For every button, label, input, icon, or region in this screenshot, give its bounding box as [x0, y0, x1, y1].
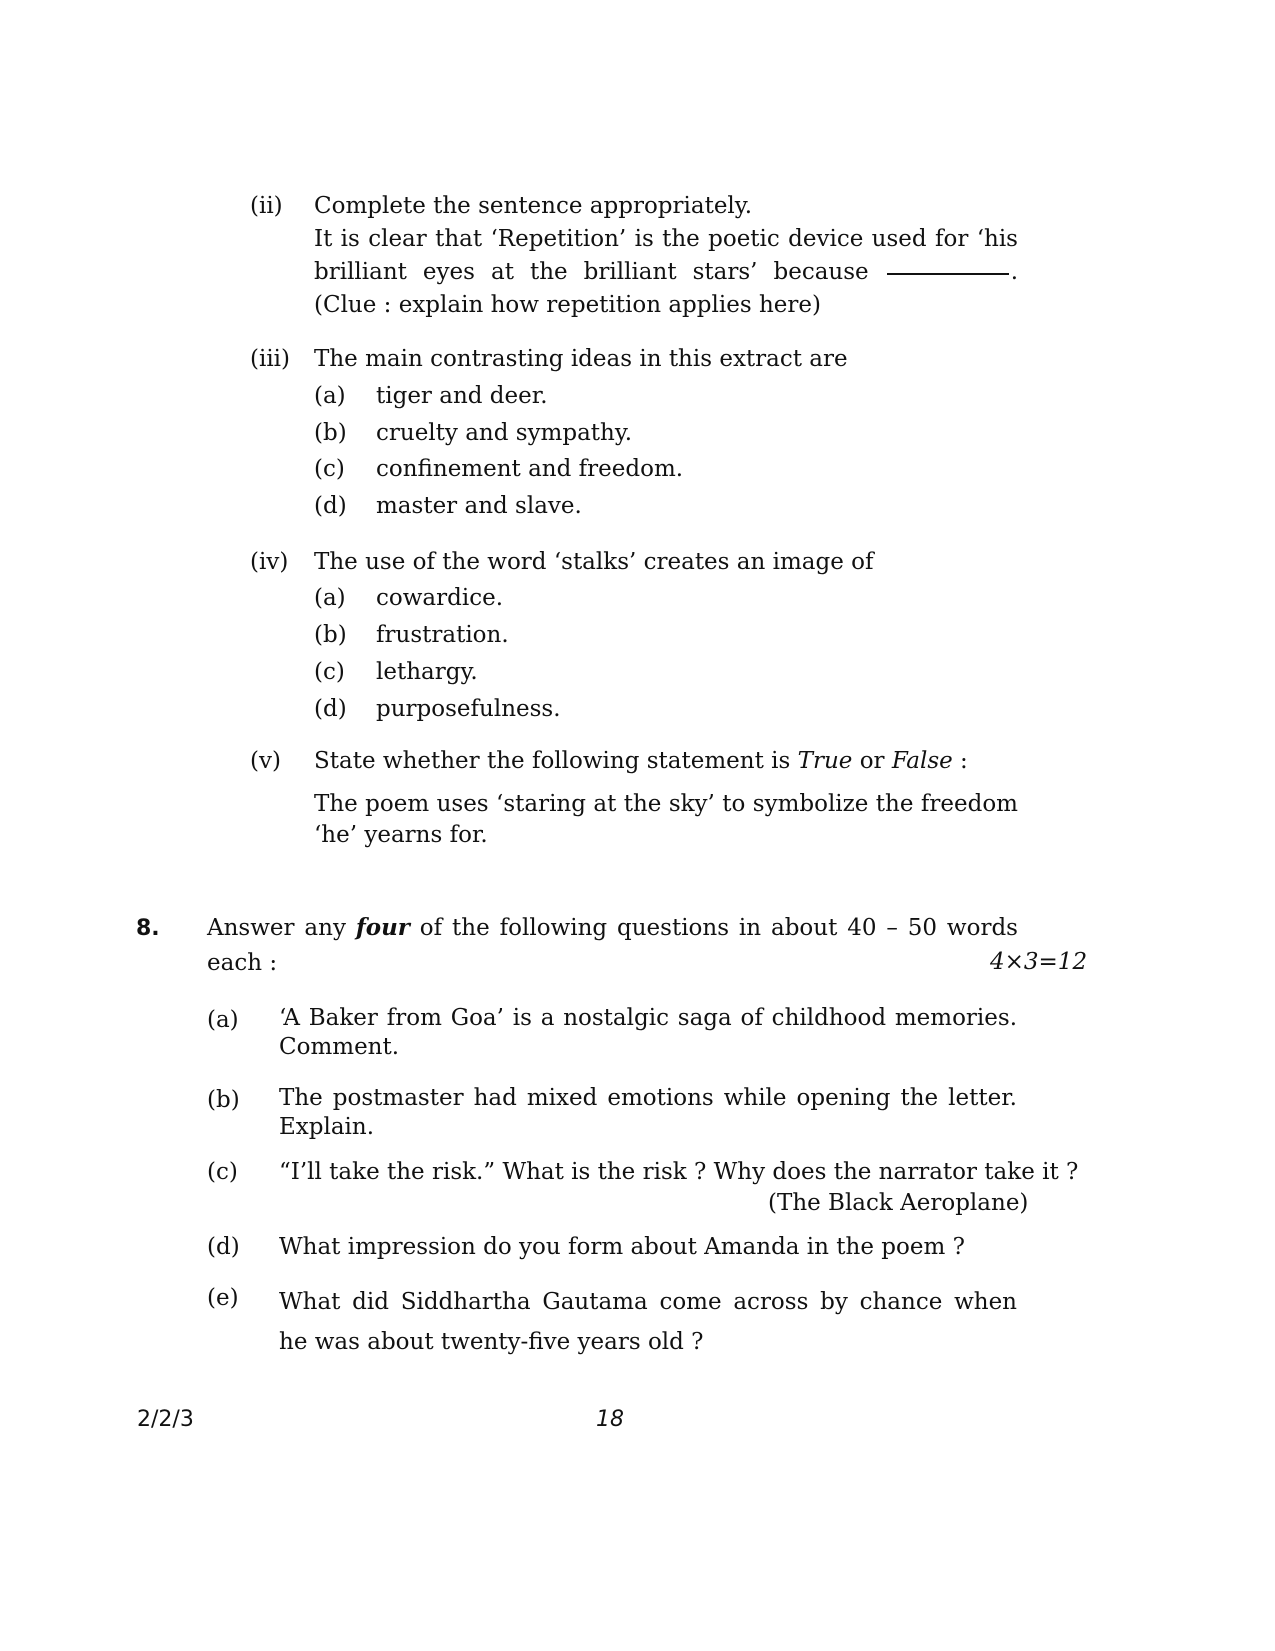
option-label: (d): [314, 696, 347, 722]
question-8-intro-start: Answer any: [207, 915, 356, 941]
question-8-intro-emphasis: four: [355, 914, 410, 941]
option-row: [314, 619, 347, 652]
item-label: (d): [207, 1234, 240, 1260]
option-row: [314, 693, 347, 726]
subq-v-statement: The poem uses ‘staring at the sky’ to symbolize the freedom ‘he’ yearns for.: [314, 791, 1018, 848]
option-text: master and slave.: [376, 493, 582, 519]
item-text: What impression do you form about Amanda in the poem ?: [279, 1234, 965, 1260]
subq-ii-label: (ii): [250, 193, 283, 219]
subq-v-label: (v): [250, 748, 281, 774]
question-8-intro-end: of the following questions in about 40 – 50 words each :: [207, 915, 1018, 976]
or-word: or: [852, 748, 892, 774]
subq-ii-text: [314, 190, 1018, 322]
item-label: (b): [207, 1087, 240, 1113]
option-row: [314, 656, 345, 689]
subq-ii-sentence: [314, 223, 1018, 322]
option-text: lethargy.: [376, 659, 478, 685]
option-text: cruelty and sympathy.: [376, 420, 633, 446]
item-text: ‘A Baker from Goa’ is a nostalgic saga of childhood memories. Comment.: [279, 1005, 1017, 1060]
question-8-number: 8.: [136, 916, 160, 941]
option-row: [314, 490, 347, 523]
subq-v-question: [314, 745, 1018, 778]
subq-v-question-start: State whether the following statement is: [314, 748, 798, 774]
question-8-marks: 4×3=12: [990, 949, 1088, 975]
item-text: The postmaster had mixed emotions while opening the letter. Explain.: [279, 1085, 1017, 1140]
option-label: (b): [314, 420, 347, 446]
false-word: False: [891, 748, 953, 774]
option-label: (a): [314, 585, 346, 611]
subq-iv-question: The use of the word ‘stalks’ creates an image of: [314, 549, 874, 575]
subq-iii-label: (iii): [250, 346, 291, 372]
option-text: frustration.: [376, 622, 509, 648]
item-label: (a): [207, 1007, 239, 1033]
item-label: (e): [207, 1285, 239, 1311]
option-label: (c): [314, 456, 345, 482]
subq-v-question-end: :: [952, 748, 968, 774]
option-text: confinement and freedom.: [376, 456, 684, 482]
option-label: (c): [314, 659, 345, 685]
item-text: What did Siddhartha Gautama come across by chance when he was about twenty-five years old ?: [279, 1289, 1017, 1355]
paper-code: 2/2/3: [137, 1407, 194, 1432]
option-row: [314, 380, 346, 413]
true-word: True: [797, 748, 853, 774]
subq-iii-question: The main contrasting ideas in this extract are: [314, 346, 848, 372]
option-label: (d): [314, 493, 347, 519]
option-label: (a): [314, 383, 346, 409]
option-text: tiger and deer.: [376, 383, 548, 409]
option-label: (b): [314, 622, 347, 648]
option-row: [314, 582, 346, 615]
item-label: (c): [207, 1159, 238, 1185]
option-text: cowardice.: [376, 585, 504, 611]
answer-blank: [887, 273, 1009, 275]
subq-ii-sentence-start: It is clear that ‘Repetition’ is the poetic device used for ‘his brilliant eyes at the brilliant stars’ because: [314, 226, 1018, 285]
question-8-intro: [207, 910, 1018, 981]
item-source: (The Black Aeroplane): [768, 1190, 1029, 1216]
item-text: “I’ll take the risk.” What is the risk ? Why does the narrator take it ?: [279, 1159, 1079, 1185]
option-row: [314, 453, 345, 486]
subq-iv-label: (iv): [250, 549, 289, 575]
subq-ii-instruction: Complete the sentence appropriately.: [314, 193, 753, 219]
option-row: [314, 417, 347, 450]
subq-ii-sentence-end: . (Clue : explain how repetition applies here): [314, 259, 1018, 318]
option-text: purposefulness.: [376, 696, 561, 722]
page-number: 18: [596, 1407, 624, 1432]
